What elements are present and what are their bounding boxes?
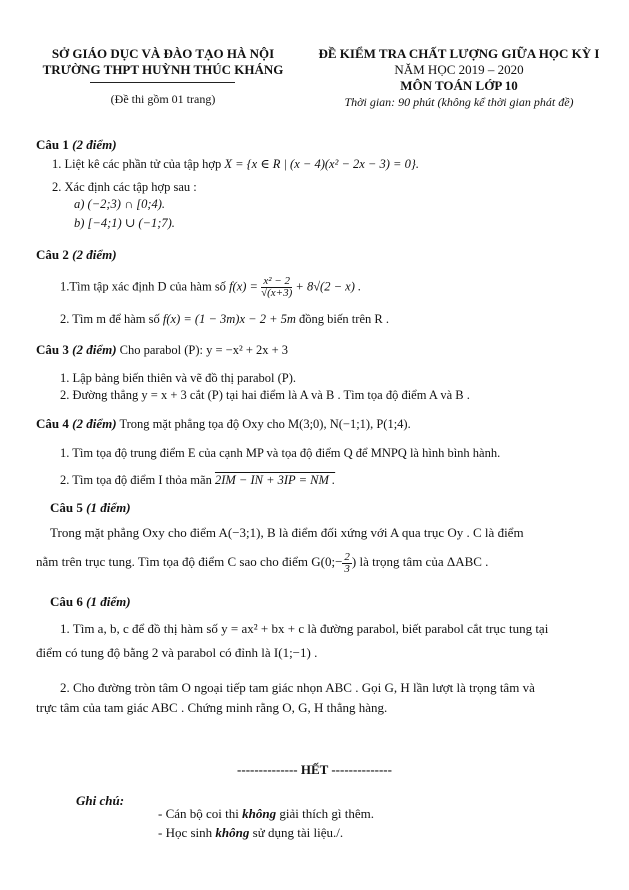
header-right: [300, 46, 618, 110]
q5-fraction: $\frac{2}{3}$: [344, 550, 350, 575]
q1-item1: 1. Liệt kê các phần tử của tập hợp X = {x ∈ R | (x − 4)(x² − 2x − 3) = 0}.: [52, 157, 419, 171]
q6-part2-line2: trực tâm của tam giác ABC . Chứng minh rằng O, G, H thẳng hàng.: [36, 700, 388, 715]
school-name: TRƯỜNG THPT HUỲNH THÚC KHÁNG: [42, 62, 284, 77]
exam-time: Thời gian: 90 phút (không kể thời gian phát đề): [344, 95, 574, 109]
q2-item1: 1.Tìm tập xác định D của hàm số f(x) = $\frac{\text{x² − 2}}{√(x+3)}$ + 8√(2 − x) .: [60, 275, 362, 299]
q5-line2: nằm trên trục tung. Tìm tọa độ điểm C sao cho điểm G(0;− $\frac{2}{3}$ ) là trọng tâm của ΔABC .: [36, 550, 489, 575]
q4-item2: 2. Tìm tọa độ điểm I thỏa mãn 2IM − IN + 3IP = NM .: [60, 473, 336, 487]
q4-heading: Câu 4 (2 điểm) Trong mặt phẳng tọa độ Oxy cho M(3;0), N(−1;1), P(1;4).: [36, 416, 411, 431]
q1-item2b: b) [−4;1) ∪ (−1;7).: [74, 216, 175, 230]
q1-item2: 2. Xác định các tập hợp sau :: [52, 180, 197, 194]
note-label: Ghi chú:: [76, 793, 125, 808]
q2-fraction: $\frac{\text{x² − 2}}{√(x+3)}$: [261, 275, 293, 299]
q3-item2: 2. Đường thẳng y = x + 3 cắt (P) tại hai điểm là A và B . Tìm tọa độ điểm A và B .: [60, 388, 470, 402]
note-1: - Cán bộ coi thi không giải thích gì thêm.: [158, 806, 374, 821]
department-name: SỞ GIÁO DỤC VÀ ĐÀO TẠO HÀ NỘI: [51, 46, 275, 61]
q1-item2a: a) (−2;3) ∩ [0;4).: [74, 197, 166, 211]
end-marker: -------------- HẾT --------------: [237, 762, 392, 777]
header-left: [18, 46, 308, 78]
header-divider: [90, 82, 235, 83]
q2-item2: 2. Tìm m để hàm số f(x) = (1 − 3m)x − 2 + 5m đồng biến trên R .: [60, 312, 389, 326]
q6-heading: Câu 6 (1 điểm): [50, 594, 131, 609]
subject: MÔN TOÁN LỚP 10: [400, 78, 518, 93]
q6-part1-line1: 1. Tìm a, b, c để đồ thị hàm số y = ax² + bx + c là đường parabol, biết parabol cắt trục tung tại: [60, 621, 549, 636]
exam-title: ĐỀ KIỂM TRA CHẤT LƯỢNG GIỮA HỌC KỲ I: [318, 46, 600, 61]
q2-heading: Câu 2 (2 điểm): [36, 247, 117, 262]
q5-line1: Trong mặt phẳng Oxy cho điểm A(−3;1), B là điểm đối xứng với A qua trục Oy . C là điểm: [50, 525, 524, 540]
school-year: NĂM HỌC 2019 – 2020: [394, 62, 524, 77]
q4-item1: 1. Tìm tọa độ trung điểm E của cạnh MP và tọa độ điểm Q để MNPQ là hình bình hành.: [60, 446, 501, 460]
q6-part1-line2: điểm có tung độ bằng 2 và parabol có đỉnh là I(1;−1) .: [36, 645, 318, 660]
q5-heading: Câu 5 (1 điểm): [50, 500, 131, 515]
q3-item1: 1. Lập bảng biến thiên và vẽ đồ thị parabol (P).: [60, 371, 297, 385]
page-count: (Đề thi gồm 01 trang): [110, 92, 216, 106]
q3-heading: Câu 3 (2 điểm) Cho parabol (P): y = −x² + 2x + 3: [36, 342, 289, 357]
q1-heading: Câu 1 (2 điểm): [36, 137, 117, 152]
note-2: - Học sinh không sử dụng tài liệu./.: [158, 825, 344, 840]
q6-part2-line1: 2. Cho đường tròn tâm O ngoại tiếp tam giác nhọn ABC . Gọi G, H lần lượt là trọng tâm và: [60, 680, 535, 695]
